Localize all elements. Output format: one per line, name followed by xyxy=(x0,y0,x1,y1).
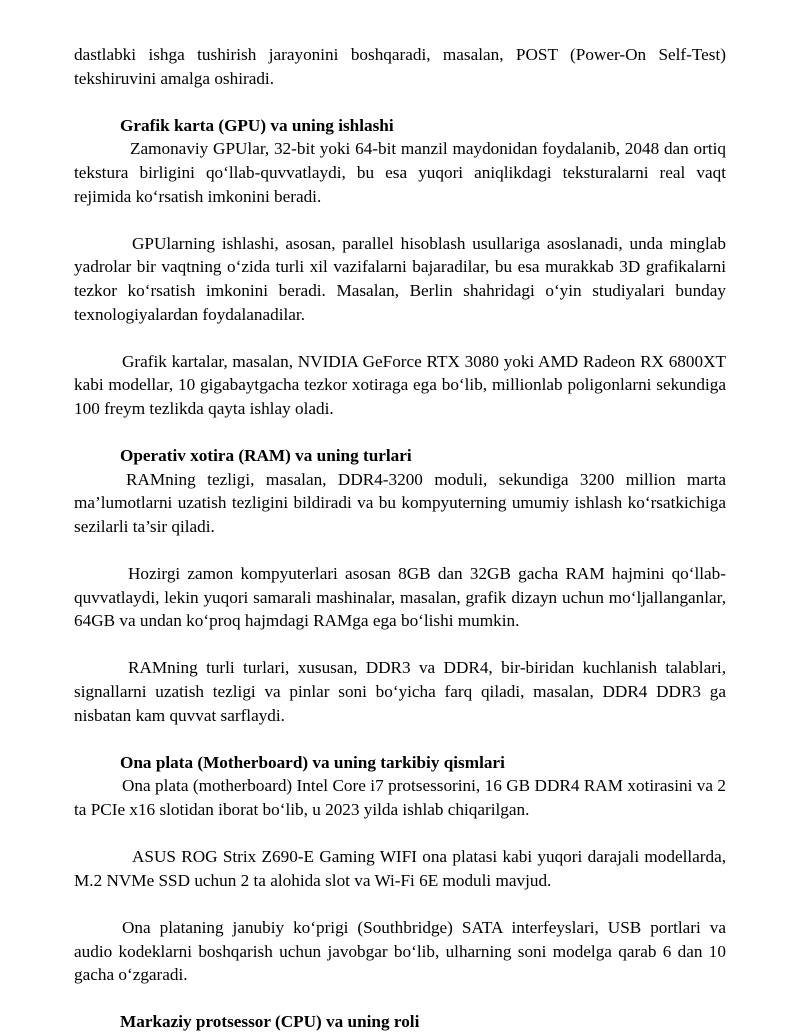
paragraph-intro: dastlabki ishga tushirish jarayonini boshqaradi, masalan, POST (Power-On Self-Test) tekshiruvini amalga oshiradi. xyxy=(74,45,726,88)
paragraph-ram-1: RAMning tezligi, masalan, DDR4-3200 moduli, sekundiga 3200 million marta ma’lumotlarni uzatish tezligini bildiradi va bu kompyuterning umumiy ishlash ko‘rsatkichiga sezilarli ta’sir qiladi. xyxy=(74,469,726,536)
heading-ram: Operativ xotira (RAM) va uning turlari xyxy=(120,446,412,466)
paragraph-gpu-3: Grafik kartalar, masalan, NVIDIA GeForce RTX 3080 yoki AMD Radeon RX 6800XT kabi modellar, 10 gigabaytgacha tezkor xotiraga ega bo‘lib, millionlab poligonlarni sekundiga 100 freym tezlikda qayta ishlay oladi. xyxy=(74,351,726,418)
paragraph-motherboard-2: ASUS ROG Strix Z690-E Gaming WIFI ona platasi kabi yuqori darajali modellarda, M.2 NVMe SSD uchun 2 ta alohida slot va Wi-Fi 6E moduli mavjud. xyxy=(74,847,726,890)
paragraph-gpu-2: GPUlarning ishlashi, asosan, parallel hisoblash usullariga asoslanadi, unda minglab yadrolar bir vaqtning o‘zida turli xil vazifalarni bajaradilar, bu esa murakkab 3D grafikalarni tezkor ko‘rsatish imkonini beradi. Masalan, Berlin shahridagi o‘yin studiyalari bunday texnologiyalardan foydalanadilar. xyxy=(74,233,726,324)
paragraph-gpu-1: Zamonaviy GPUlar, 32-bit yoki 64-bit manzil maydonidan foydalanib, 2048 dan ortiq tekstura birligini qo‘llab-quvvatlaydi, bu esa yuqori aniqlikdagi teksturalarni real vaqt rejimida ko‘rsatish imkonini beradi. xyxy=(74,139,726,206)
heading-gpu: Grafik karta (GPU) va uning ishlashi xyxy=(120,115,394,135)
document-page xyxy=(74,43,726,1034)
paragraph-motherboard-1: Ona plata (motherboard) Intel Core i7 protsessorini, 16 GB DDR4 RAM xotirasini va 2 ta PCIe x16 slotidan iborat bo‘lib, u 2023 yilda ishlab chiqarilgan. xyxy=(74,776,726,819)
paragraph-ram-3: RAMning turli turlari, xususan, DDR3 va DDR4, bir-biridan kuchlanish talablari, signallarni uzatish tezligi va pinlar soni bo‘yicha farq qiladi, masalan, DDR4 DDR3 ga nisbatan kam quvvat sarflaydi. xyxy=(74,658,726,725)
paragraph-motherboard-3: Ona plataning janubiy ko‘prigi (Southbridge) SATA interfeyslari, USB portlari va audio kodeklarni boshqarish uchun javobgar bo‘lib, ulharning soni modelga qarab 6 dan 10 gacha o‘zgaradi. xyxy=(74,917,726,985)
heading-cpu: Markaziy protsessor (CPU) va uning roli xyxy=(120,1012,420,1032)
paragraph-ram-2: Hozirgi zamon kompyuterlari asosan 8GB dan 32GB gacha RAM hajmini qo‘llab-quvvatlaydi, lekin yuqori samarali mashinalar, masalan, grafik dizayn uchun mo‘ljallanganlar, 64GB va undan ko‘proq hajmdagi RAMga ega bo‘lishi mumkin. xyxy=(74,564,726,631)
heading-motherboard: Ona plata (Motherboard) va uning tarkibiy qismlari xyxy=(120,752,505,772)
